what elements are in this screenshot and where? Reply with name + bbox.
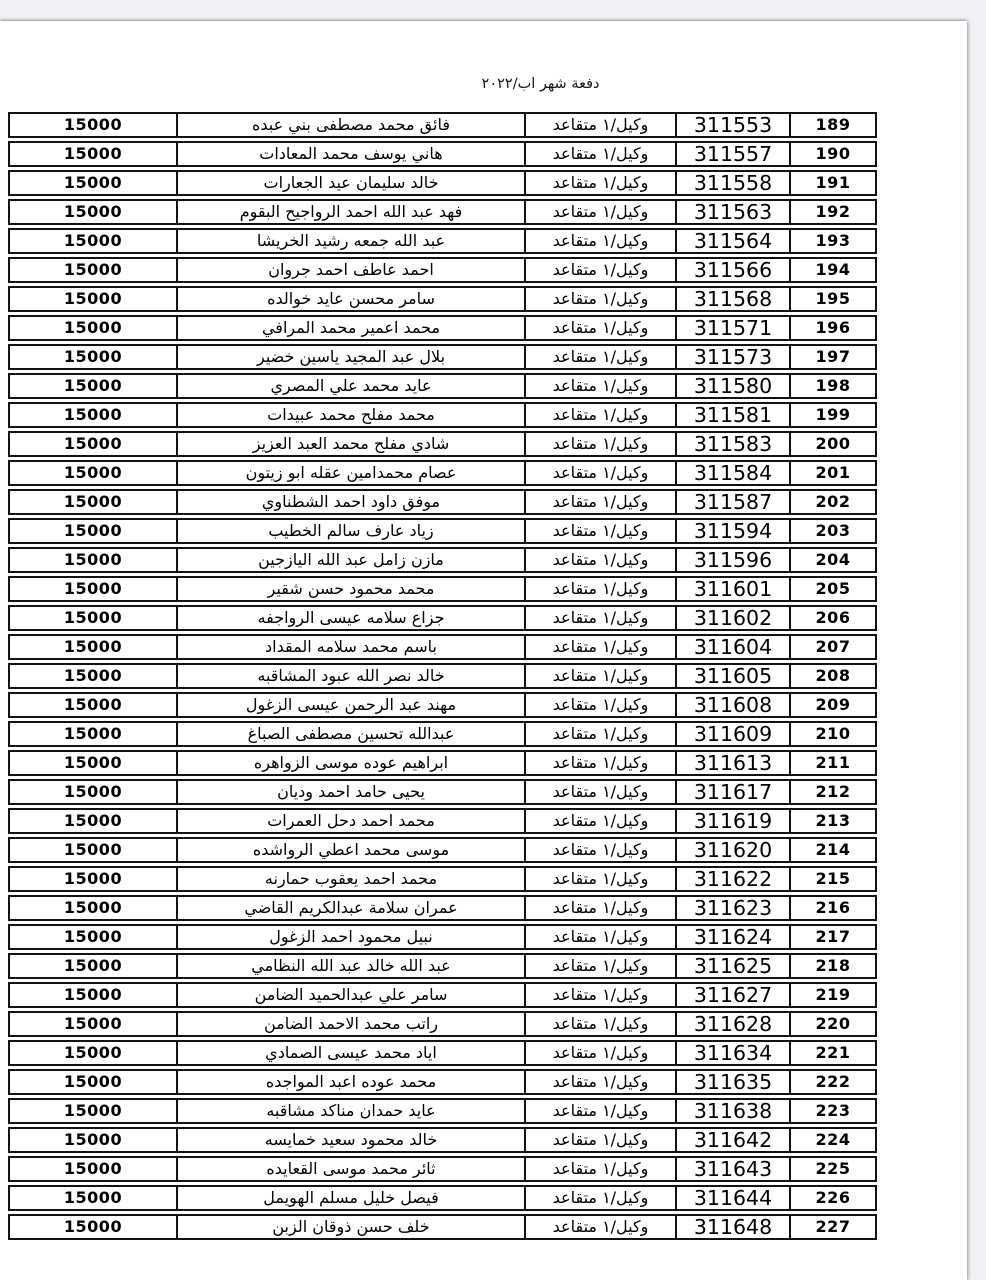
document-page [0, 21, 967, 1280]
serial-cell: 196 [790, 315, 877, 341]
amount-cell: 15000 [8, 286, 177, 312]
id-cell: 311643 [676, 1156, 790, 1182]
id-cell: 311580 [676, 373, 790, 399]
name-cell: محمد مفلح محمد عبيدات [177, 402, 525, 428]
rank-cell: وكيل/١ متقاعد [525, 750, 676, 776]
name-cell: خالد محمود سعيد خمايسه [177, 1127, 525, 1153]
rank-cell: وكيل/١ متقاعد [525, 228, 676, 254]
amount-cell: 15000 [8, 808, 177, 834]
table-row [8, 866, 877, 892]
name-cell: مهند عبد الرحمن عيسى الزغول [177, 692, 525, 718]
amount-cell: 15000 [8, 1214, 177, 1240]
table-row [8, 286, 877, 312]
name-cell: راتب محمد الاحمد الضامن [177, 1011, 525, 1037]
rank-cell: وكيل/١ متقاعد [525, 605, 676, 631]
id-cell: 311628 [676, 1011, 790, 1037]
table-row [8, 489, 877, 515]
amount-cell: 15000 [8, 228, 177, 254]
name-cell: خالد نصر الله عبود المشاقبه [177, 663, 525, 689]
amount-cell: 15000 [8, 1098, 177, 1124]
serial-cell: 213 [790, 808, 877, 834]
rank-cell: وكيل/١ متقاعد [525, 953, 676, 979]
table-row [8, 634, 877, 660]
name-cell: نبيل محمود احمد الزغول [177, 924, 525, 950]
id-cell: 311635 [676, 1069, 790, 1095]
rank-cell: وكيل/١ متقاعد [525, 257, 676, 283]
serial-cell: 222 [790, 1069, 877, 1095]
name-cell: خالد سليمان عيد الجعارات [177, 170, 525, 196]
table-row [8, 1040, 877, 1066]
serial-cell: 209 [790, 692, 877, 718]
rank-cell: وكيل/١ متقاعد [525, 634, 676, 660]
serial-cell: 204 [790, 547, 877, 573]
amount-cell: 15000 [8, 373, 177, 399]
amount-cell: 15000 [8, 547, 177, 573]
rank-cell: وكيل/١ متقاعد [525, 402, 676, 428]
rank-cell: وكيل/١ متقاعد [525, 460, 676, 486]
rank-cell: وكيل/١ متقاعد [525, 141, 676, 167]
amount-cell: 15000 [8, 315, 177, 341]
name-cell: سامر علي عبدالحميد الضامن [177, 982, 525, 1008]
rank-cell: وكيل/١ متقاعد [525, 837, 676, 863]
table-row [8, 141, 877, 167]
rank-cell: وكيل/١ متقاعد [525, 1185, 676, 1211]
id-cell: 311602 [676, 605, 790, 631]
roster-body [8, 112, 877, 1240]
id-cell: 311594 [676, 518, 790, 544]
table-row [8, 170, 877, 196]
id-cell: 311644 [676, 1185, 790, 1211]
name-cell: فيصل خليل مسلم الهويمل [177, 1185, 525, 1211]
serial-cell: 212 [790, 779, 877, 805]
name-cell: مازن زامل عبد الله اليازجين [177, 547, 525, 573]
table-row [8, 257, 877, 283]
id-cell: 311584 [676, 460, 790, 486]
amount-cell: 15000 [8, 257, 177, 283]
name-cell: عبدالله تحسين مصطفى الصباغ [177, 721, 525, 747]
amount-cell: 15000 [8, 199, 177, 225]
serial-cell: 210 [790, 721, 877, 747]
name-cell: محمد اعمير محمد المرافي [177, 315, 525, 341]
amount-cell: 15000 [8, 837, 177, 863]
table-row [8, 576, 877, 602]
id-cell: 311609 [676, 721, 790, 747]
serial-cell: 194 [790, 257, 877, 283]
serial-cell: 202 [790, 489, 877, 515]
amount-cell: 15000 [8, 112, 177, 138]
table-row [8, 1156, 877, 1182]
serial-cell: 195 [790, 286, 877, 312]
name-cell: فائق محمد مصطفى بني عبده [177, 112, 525, 138]
id-cell: 311634 [676, 1040, 790, 1066]
id-cell: 311571 [676, 315, 790, 341]
name-cell: عبد الله خالد عبد الله النظامي [177, 953, 525, 979]
rank-cell: وكيل/١ متقاعد [525, 1040, 676, 1066]
serial-cell: 189 [790, 112, 877, 138]
id-cell: 311601 [676, 576, 790, 602]
serial-cell: 191 [790, 170, 877, 196]
name-cell: خلف حسن ذوقان الزبن [177, 1214, 525, 1240]
id-cell: 311557 [676, 141, 790, 167]
name-cell: عبد الله جمعه رشيد الخريشا [177, 228, 525, 254]
amount-cell: 15000 [8, 895, 177, 921]
serial-cell: 211 [790, 750, 877, 776]
name-cell: فهد عبد الله احمد الرواجيح البقوم [177, 199, 525, 225]
name-cell: محمد احمد دحل العمرات [177, 808, 525, 834]
table-row [8, 924, 877, 950]
amount-cell: 15000 [8, 460, 177, 486]
table-row [8, 779, 877, 805]
table-row [8, 315, 877, 341]
table-row [8, 431, 877, 457]
table-row [8, 808, 877, 834]
id-cell: 311608 [676, 692, 790, 718]
name-cell: عصام محمدامين عقله ابو زيتون [177, 460, 525, 486]
amount-cell: 15000 [8, 1185, 177, 1211]
rank-cell: وكيل/١ متقاعد [525, 547, 676, 573]
table-row [8, 402, 877, 428]
table-row [8, 605, 877, 631]
serial-cell: 197 [790, 344, 877, 370]
id-cell: 311564 [676, 228, 790, 254]
rank-cell: وكيل/١ متقاعد [525, 866, 676, 892]
name-cell: موسى محمد اعطي الرواشده [177, 837, 525, 863]
table-row [8, 1098, 877, 1124]
rank-cell: وكيل/١ متقاعد [525, 808, 676, 834]
name-cell: اياد محمد عيسى الصمادي [177, 1040, 525, 1066]
rank-cell: وكيل/١ متقاعد [525, 1214, 676, 1240]
name-cell: ثائر محمد موسى القعايده [177, 1156, 525, 1182]
rank-cell: وكيل/١ متقاعد [525, 1011, 676, 1037]
name-cell: شادي مفلح محمد العبد العزيز [177, 431, 525, 457]
name-cell: محمد عوده اعبد المواجده [177, 1069, 525, 1095]
name-cell: يحيى حامد احمد وديان [177, 779, 525, 805]
serial-cell: 219 [790, 982, 877, 1008]
amount-cell: 15000 [8, 605, 177, 631]
serial-cell: 199 [790, 402, 877, 428]
amount-cell: 15000 [8, 141, 177, 167]
rank-cell: وكيل/١ متقاعد [525, 518, 676, 544]
table-row [8, 982, 877, 1008]
amount-cell: 15000 [8, 1127, 177, 1153]
amount-cell: 15000 [8, 170, 177, 196]
amount-cell: 15000 [8, 779, 177, 805]
rank-cell: وكيل/١ متقاعد [525, 895, 676, 921]
rank-cell: وكيل/١ متقاعد [525, 924, 676, 950]
name-cell: عمران سلامة عبدالكريم القاضي [177, 895, 525, 921]
serial-cell: 217 [790, 924, 877, 950]
rank-cell: وكيل/١ متقاعد [525, 344, 676, 370]
serial-cell: 198 [790, 373, 877, 399]
table-row [8, 228, 877, 254]
id-cell: 311623 [676, 895, 790, 921]
table-row [8, 663, 877, 689]
amount-cell: 15000 [8, 1011, 177, 1037]
id-cell: 311583 [676, 431, 790, 457]
name-cell: زياد عارف سالم الخطيب [177, 518, 525, 544]
table-row [8, 1011, 877, 1037]
rank-cell: وكيل/١ متقاعد [525, 721, 676, 747]
id-cell: 311553 [676, 112, 790, 138]
rank-cell: وكيل/١ متقاعد [525, 576, 676, 602]
rank-cell: وكيل/١ متقاعد [525, 1069, 676, 1095]
name-cell: بلال عبد المجيد ياسين خضير [177, 344, 525, 370]
name-cell: سامر محسن عايد خوالده [177, 286, 525, 312]
serial-cell: 223 [790, 1098, 877, 1124]
rank-cell: وكيل/١ متقاعد [525, 286, 676, 312]
rank-cell: وكيل/١ متقاعد [525, 489, 676, 515]
table-row [8, 199, 877, 225]
rank-cell: وكيل/١ متقاعد [525, 170, 676, 196]
amount-cell: 15000 [8, 576, 177, 602]
rank-cell: وكيل/١ متقاعد [525, 1156, 676, 1182]
id-cell: 311581 [676, 402, 790, 428]
id-cell: 311627 [676, 982, 790, 1008]
rank-cell: وكيل/١ متقاعد [525, 692, 676, 718]
serial-cell: 192 [790, 199, 877, 225]
document-title: دفعة شهر اب/٢٠٢٢ [481, 76, 600, 92]
serial-cell: 226 [790, 1185, 877, 1211]
serial-cell: 201 [790, 460, 877, 486]
name-cell: جزاع سلامه عيسى الرواجفه [177, 605, 525, 631]
serial-cell: 216 [790, 895, 877, 921]
amount-cell: 15000 [8, 489, 177, 515]
name-cell: ابراهيم عوده موسى الزواهره [177, 750, 525, 776]
table-row [8, 1069, 877, 1095]
name-cell: محمد محمود حسن شقير [177, 576, 525, 602]
table-row [8, 460, 877, 486]
amount-cell: 15000 [8, 1069, 177, 1095]
amount-cell: 15000 [8, 431, 177, 457]
amount-cell: 15000 [8, 692, 177, 718]
rank-cell: وكيل/١ متقاعد [525, 373, 676, 399]
serial-cell: 215 [790, 866, 877, 892]
id-cell: 311625 [676, 953, 790, 979]
amount-cell: 15000 [8, 924, 177, 950]
table-row [8, 1127, 877, 1153]
id-cell: 311605 [676, 663, 790, 689]
serial-cell: 208 [790, 663, 877, 689]
table-row [8, 547, 877, 573]
id-cell: 311587 [676, 489, 790, 515]
serial-cell: 221 [790, 1040, 877, 1066]
table-row [8, 895, 877, 921]
name-cell: موفق داود احمد الشطناوي [177, 489, 525, 515]
rank-cell: وكيل/١ متقاعد [525, 1098, 676, 1124]
id-cell: 311624 [676, 924, 790, 950]
serial-cell: 205 [790, 576, 877, 602]
table-row [8, 1214, 877, 1240]
serial-cell: 218 [790, 953, 877, 979]
id-cell: 311638 [676, 1098, 790, 1124]
id-cell: 311617 [676, 779, 790, 805]
name-cell: عايد محمد علي المصري [177, 373, 525, 399]
table-row [8, 750, 877, 776]
serial-cell: 224 [790, 1127, 877, 1153]
amount-cell: 15000 [8, 953, 177, 979]
serial-cell: 225 [790, 1156, 877, 1182]
serial-cell: 227 [790, 1214, 877, 1240]
amount-cell: 15000 [8, 634, 177, 660]
table-row [8, 373, 877, 399]
serial-cell: 220 [790, 1011, 877, 1037]
amount-cell: 15000 [8, 344, 177, 370]
serial-cell: 206 [790, 605, 877, 631]
rank-cell: وكيل/١ متقاعد [525, 431, 676, 457]
id-cell: 311563 [676, 199, 790, 225]
rank-cell: وكيل/١ متقاعد [525, 779, 676, 805]
amount-cell: 15000 [8, 721, 177, 747]
table-row [8, 692, 877, 718]
id-cell: 311596 [676, 547, 790, 573]
amount-cell: 15000 [8, 1040, 177, 1066]
id-cell: 311622 [676, 866, 790, 892]
table-row [8, 112, 877, 138]
rank-cell: وكيل/١ متقاعد [525, 199, 676, 225]
roster-table [8, 109, 877, 1243]
rank-cell: وكيل/١ متقاعد [525, 112, 676, 138]
name-cell: عايد حمدان مناكد مشاقبه [177, 1098, 525, 1124]
rank-cell: وكيل/١ متقاعد [525, 315, 676, 341]
table-row [8, 1185, 877, 1211]
id-cell: 311573 [676, 344, 790, 370]
rank-cell: وكيل/١ متقاعد [525, 663, 676, 689]
rank-cell: وكيل/١ متقاعد [525, 982, 676, 1008]
name-cell: احمد عاطف احمد جروان [177, 257, 525, 283]
id-cell: 311642 [676, 1127, 790, 1153]
amount-cell: 15000 [8, 866, 177, 892]
amount-cell: 15000 [8, 1156, 177, 1182]
rank-cell: وكيل/١ متقاعد [525, 1127, 676, 1153]
id-cell: 311568 [676, 286, 790, 312]
serial-cell: 203 [790, 518, 877, 544]
name-cell: هاني يوسف محمد المعادات [177, 141, 525, 167]
id-cell: 311620 [676, 837, 790, 863]
serial-cell: 190 [790, 141, 877, 167]
id-cell: 311604 [676, 634, 790, 660]
table-row [8, 721, 877, 747]
amount-cell: 15000 [8, 982, 177, 1008]
table-row [8, 344, 877, 370]
table-row [8, 518, 877, 544]
id-cell: 311648 [676, 1214, 790, 1240]
amount-cell: 15000 [8, 750, 177, 776]
id-cell: 311613 [676, 750, 790, 776]
amount-cell: 15000 [8, 663, 177, 689]
table-row [8, 953, 877, 979]
serial-cell: 193 [790, 228, 877, 254]
serial-cell: 207 [790, 634, 877, 660]
id-cell: 311619 [676, 808, 790, 834]
id-cell: 311558 [676, 170, 790, 196]
id-cell: 311566 [676, 257, 790, 283]
name-cell: باسم محمد سلامه المقداد [177, 634, 525, 660]
table-row [8, 837, 877, 863]
amount-cell: 15000 [8, 402, 177, 428]
serial-cell: 214 [790, 837, 877, 863]
amount-cell: 15000 [8, 518, 177, 544]
serial-cell: 200 [790, 431, 877, 457]
name-cell: محمد احمد يعقوب حمارنه [177, 866, 525, 892]
